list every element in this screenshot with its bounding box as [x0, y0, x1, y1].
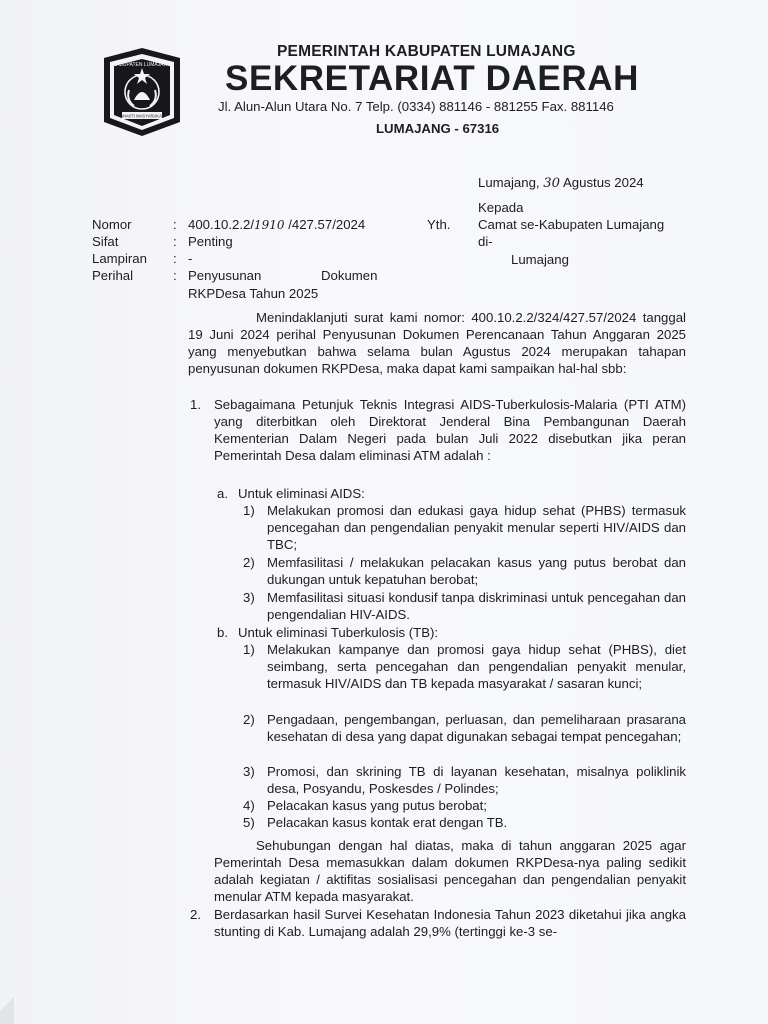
page-corner-fold	[0, 984, 14, 1024]
intro-paragraph: Menindaklanjuti surat kami nomor: 400.10.2.2/324/427.57/2024 tanggal 19 Juni 2024 perihal Penyusunan Dokumen Perencanaan Tahun Anggaran 2025 yang menyebutkan bahwa selama bulan Agustus 2024 merupakan tahapan penyusunan dokumen RKPDesa, maka dapat kami sampaikan hal-hal sbb:	[188, 310, 686, 377]
sub-letter: a.	[217, 486, 228, 501]
lumajang-regency-logo	[96, 44, 188, 138]
recipient-yth: Yth.	[427, 217, 451, 232]
letterhead-office: SEKRETARIAT DAERAH	[225, 59, 639, 98]
logo-top-text: KABUPATEN LUMAJANG	[112, 62, 172, 68]
point-number: 1.	[190, 397, 201, 412]
point-number: 2.	[190, 907, 201, 922]
meta-label-nomor: Nomor	[92, 217, 132, 232]
meta-value-nomor: 400.10.2.2/1910 /427.57/2024	[188, 217, 366, 232]
meta-label-perihal: Perihal	[92, 268, 134, 283]
meta-value-sifat: Penting	[188, 234, 233, 249]
meta-sep: :	[173, 234, 177, 249]
recipient-name: Camat se-Kabupaten Lumajang	[478, 217, 665, 232]
point-1-text: Sebagaimana Petunjuk Teknis Integrasi AIDS-Tuberkulosis-Malaria (PTI ATM) yang diterbitkan oleh Direktorat Jenderal Bina Pembangunan Daerah Kementerian Dalam Negeri pada bulan Juli 2022 disebutkan jika peran Pemerintah Desa dalam eliminasi ATM adalah :	[214, 397, 686, 464]
sub-b-item: Melakukan kampanye dan promosi gaya hidup sehat (PHBS), diet seimbang, serta pencegahan dan pengendalian penyakit menular, termasuk HIV/AIDS dan TB kepada masyarakat / sasaran kunci;	[267, 642, 686, 692]
sub-b-item: Promosi, dan skrining TB di layanan kesehatan, misalnya poliklinik desa, Posyandu, Poskesdes / Polindes;	[267, 764, 686, 797]
item-number: 3)	[243, 590, 255, 605]
sub-a-item: Memfasilitasi situasi kondusif tanpa diskriminasi untuk pencegahan dan pengendalian HIV-AIDS.	[267, 590, 686, 623]
meta-label-sifat: Sifat	[92, 234, 119, 249]
letterhead-address: Jl. Alun-Alun Utara No. 7 Telp. (0334) 881146 - 881255 Fax. 881146	[218, 99, 614, 114]
handwritten-day: 30	[543, 176, 561, 191]
handwritten-number: 1910	[254, 218, 285, 232]
meta-sep: :	[173, 268, 177, 283]
sub-b-item: Pelacakan kasus yang putus berobat;	[267, 798, 487, 813]
item-number: 4)	[243, 798, 255, 813]
item-number: 1)	[243, 503, 255, 518]
meta-sep: :	[173, 217, 177, 232]
meta-value-perihal-2: RKPDesa Tahun 2025	[188, 286, 319, 301]
item-number: 1)	[243, 642, 255, 657]
sub-a-item: Melakukan promosi dan edukasi gaya hidup sehat (PHBS) termasuk pencegahan dan pengendalian penyakit menular seperti HIV/AIDS dan TBC;	[267, 503, 686, 553]
recipient-kepada: Kepada	[478, 200, 524, 215]
sub-a-title: Untuk eliminasi AIDS:	[238, 486, 365, 501]
logo-bottom-text: BHAKTI MASYARAKAT	[119, 113, 165, 119]
item-number: 2)	[243, 712, 255, 727]
meta-sep: :	[173, 251, 177, 266]
letterhead-city-zip: LUMAJANG - 67316	[376, 121, 500, 136]
letter-date: Lumajang, 30 Agustus 2024	[478, 175, 644, 191]
item-number: 2)	[243, 555, 255, 570]
letterhead-government: PEMERINTAH KABUPATEN LUMAJANG	[277, 43, 576, 60]
point-1-closing: Sehubungan dengan hal diatas, maka di tahun anggaran 2025 agar Pemerintah Desa memasukkan dalam dokumen RKPDesa-nya paling sedikit adalah kegiatan / aktifitas sosialisasi pencegahan dan pengendalian penyakit menular ATM kepada masyarakat.	[214, 838, 686, 905]
sub-b-item: Pengadaan, pengembangan, perluasan, dan pemeliharaan prasarana kesehatan di desa yang dapat digunakan sebagai tempat pencegahan;	[267, 712, 686, 745]
recipient-place: Lumajang	[511, 252, 569, 267]
sub-b-item: Pelacakan kasus kontak erat dengan TB.	[267, 815, 508, 830]
meta-value-lampiran: -	[188, 251, 193, 266]
recipient-di: di-	[478, 234, 493, 249]
meta-label-lampiran: Lampiran	[92, 251, 147, 266]
item-number: 3)	[243, 764, 255, 779]
sub-a-item: Memfasilitasi / melakukan pelacakan kasus yang putus berobat dan dukungan untuk kepatuhan berobat;	[267, 555, 686, 588]
meta-value-perihal-1a: Penyusunan	[188, 268, 262, 283]
sub-letter: b.	[217, 625, 228, 640]
sub-b-title: Untuk eliminasi Tuberkulosis (TB):	[238, 625, 439, 640]
item-number: 5)	[243, 815, 255, 830]
meta-value-perihal-1b: Dokumen	[321, 268, 378, 283]
point-2-text: Berdasarkan hasil Survei Kesehatan Indonesia Tahun 2023 diketahui jika angka stunting di Kab. Lumajang adalah 29,9% (tertinggi ke-3 se-	[214, 907, 686, 940]
